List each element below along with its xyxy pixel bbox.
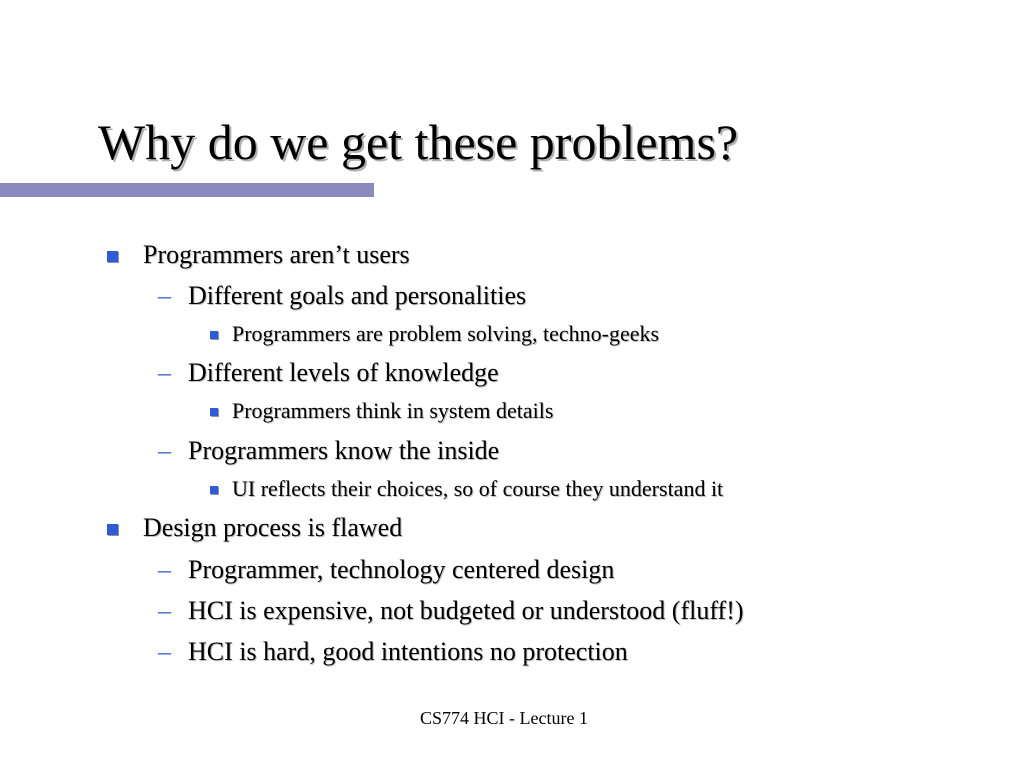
dash-bullet-icon: –	[158, 555, 171, 584]
square-bullet-icon	[210, 331, 218, 339]
sub-bullet-item: HCI is expensive, not budgeted or understood (fluff!)	[188, 596, 744, 625]
dash-bullet-icon: –	[158, 596, 171, 625]
dash-bullet-icon: –	[158, 358, 171, 387]
slide-title: Why do we get these problems?	[98, 114, 739, 170]
sub-bullet-item: Different goals and personalities	[188, 281, 527, 310]
sub-sub-bullet-item: UI reflects their choices, so of course they understand it	[232, 476, 724, 501]
slide-footer: CS774 HCI - Lecture 1	[420, 708, 588, 728]
sub-bullet-item: Different levels of knowledge	[188, 358, 499, 387]
square-bullet-icon	[107, 524, 118, 535]
square-bullet-icon	[107, 251, 118, 262]
sub-bullet-item: Programmers know the inside	[188, 436, 500, 465]
dash-bullet-icon: –	[158, 436, 171, 465]
sub-bullet-item: Programmer, technology centered design	[188, 555, 615, 584]
sub-sub-bullet-item: Programmers think in system details	[232, 398, 554, 423]
sub-bullet-item: HCI is hard, good intentions no protection	[188, 637, 628, 666]
bullet-item: Programmers aren’t users	[143, 240, 410, 269]
square-bullet-icon	[210, 408, 218, 416]
title-underline-bar	[0, 183, 374, 197]
dash-bullet-icon: –	[158, 281, 171, 310]
dash-bullet-icon: –	[158, 637, 171, 666]
sub-sub-bullet-item: Programmers are problem solving, techno-geeks	[232, 321, 660, 346]
bullet-item: Design process is flawed	[143, 513, 403, 542]
square-bullet-icon	[210, 486, 218, 494]
